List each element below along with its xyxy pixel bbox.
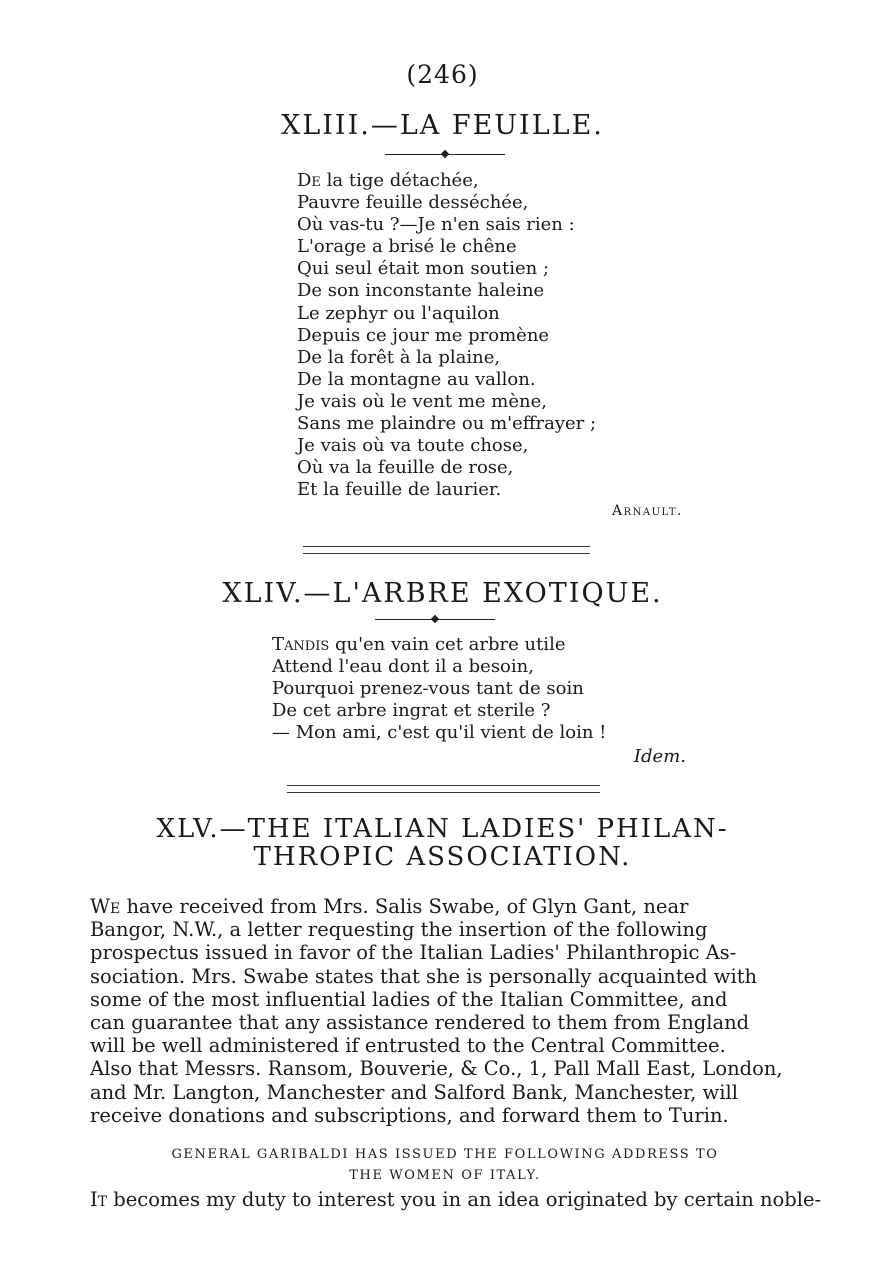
attribution-arnault: Arnault. <box>612 503 683 519</box>
body-line: some of the most influential ladies of the Italian Committee, and <box>90 987 728 1011</box>
article-heading-line: THROPIC ASSOCIATION. <box>253 842 632 872</box>
caps-heading-line: GENERAL GARIBALDI HAS ISSUED THE FOLLOWING ADDRESS TO <box>171 1147 719 1162</box>
poem-line: Je vais où va toute chose, <box>297 435 529 457</box>
body-line: will be well administered if entrusted to the Central Committee. <box>90 1034 726 1058</box>
poem-line: Je vais où le vent me mène, <box>297 390 547 412</box>
body-line: receive donations and subscriptions, and forward them to Turin. <box>90 1103 729 1127</box>
address-opening-line: It becomes my duty to interest you in an idea originated by certain noble- <box>90 1188 822 1211</box>
double-rule-divider <box>303 546 590 554</box>
article-heading <box>0 815 885 871</box>
ornament-divider <box>375 613 495 627</box>
body-line: prospectus issued in favor of the Italian Ladies' Philanthropic As- <box>90 941 737 965</box>
poem-line: De la montagne au vallon. <box>297 368 536 390</box>
body-line: Bangor, N.W., a letter requesting the insertion of the following <box>90 918 708 942</box>
poem-heading-la-feuille: XLIII.—LA FEUILLE. <box>281 110 604 141</box>
poem-line: De la forêt à la plaine, <box>297 346 501 368</box>
poem-line: Attend l'eau dont il a besoin, <box>272 656 534 678</box>
body-line: and Mr. Langton, Manchester and Salford Bank, Manchester, will <box>90 1080 738 1104</box>
poem-line: Depuis ce jour me promène <box>297 324 550 346</box>
body-line: can guarantee that any assistance rendered to them from England <box>90 1011 750 1035</box>
poem-line: De la tige détachée, <box>297 170 479 191</box>
caps-heading-line: THE WOMEN OF ITALY. <box>349 1168 541 1183</box>
poem-line: Pauvre feuille desséchée, <box>297 192 529 214</box>
page-number: (246) <box>406 60 479 89</box>
body-line: sociation. Mrs. Swabe states that she is personally acquainted with <box>90 964 758 988</box>
body-line: We have received from Mrs. Salis Swabe, of Glyn Gant, near <box>90 895 689 918</box>
poem-line: Le zephyr ou l'aquilon <box>297 302 500 324</box>
poem-line: De cet arbre ingrat et sterile ? <box>272 700 551 722</box>
article-heading-line: XLV.—THE ITALIAN LADIES' PHILAN- <box>156 814 729 844</box>
garibaldi-address-heading <box>90 1144 800 1186</box>
poem-line: De son inconstante haleine <box>297 280 545 302</box>
poem-line: L'orage a brisé le chêne <box>297 236 517 258</box>
poem-line: Où va la feuille de rose, <box>297 457 514 479</box>
poem-line: Et la feuille de laurier. <box>297 479 502 501</box>
ornament-divider <box>385 148 505 162</box>
poem-la-feuille <box>297 170 596 501</box>
attribution-idem: Idem. <box>633 746 686 767</box>
diamond-ornament-icon <box>431 615 439 623</box>
poem-line: Sans me plaindre ou m'effrayer ; <box>297 413 597 435</box>
poem-line: Où vas-tu ?—Je n'en sais rien : <box>297 214 575 236</box>
poem-line: — Mon ami, c'est qu'il vient de loin ! <box>272 722 607 744</box>
double-rule-divider <box>287 785 600 793</box>
poem-arbre-exotique <box>272 634 606 744</box>
body-line: Also that Messrs. Ransom, Bouverie, & Co., 1, Pall Mall East, London, <box>90 1057 783 1081</box>
article-body <box>90 895 800 1127</box>
diamond-ornament-icon <box>441 150 449 158</box>
poem-heading-arbre-exotique: XLIV.—L'ARBRE EXOTIQUE. <box>222 578 663 609</box>
poem-line: Tandis qu'en vain cet arbre utile <box>272 634 566 655</box>
poem-line: Pourquoi prenez-vous tant de soin <box>272 678 584 700</box>
poem-line: Qui seul était mon soutien ; <box>297 258 550 280</box>
